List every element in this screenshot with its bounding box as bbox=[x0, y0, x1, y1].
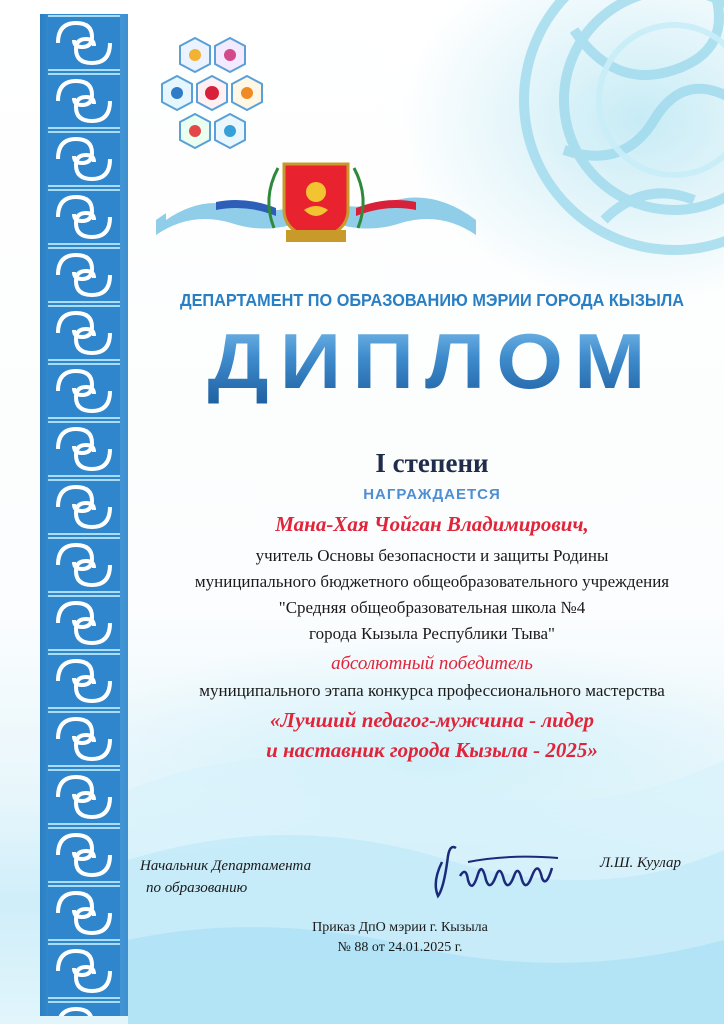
order-reference bbox=[260, 918, 540, 958]
institution-type: муниципального бюджетного общеобразовательного учреждения bbox=[194, 572, 670, 591]
city-emblem bbox=[156, 150, 476, 250]
signer-name: Л.Ш. Куулар bbox=[600, 855, 682, 871]
stage-text: муниципального этапа конкурса профессионального мастерства bbox=[199, 681, 665, 700]
diploma-title: ДИПЛОМ bbox=[111, 316, 724, 407]
winner-text: абсолютный победитель bbox=[331, 653, 533, 674]
signer-title bbox=[140, 855, 311, 899]
department-name: ДЕПАРТАМЕНТ ПО ОБРАЗОВАНИЮ МЭРИИ ГОРОДА КЫЗЫЛА bbox=[179, 290, 685, 310]
order-line1: Приказ ДпО мэрии г. Кызыла bbox=[312, 920, 488, 935]
diploma-degree: I степени bbox=[375, 448, 489, 478]
order-line2: № 88 от 24.01.2025 г. bbox=[337, 940, 463, 955]
signer-title-line1: Начальник Департамента bbox=[140, 858, 312, 874]
corner-ornament bbox=[454, 0, 724, 290]
school-location: города Кызыла Республики Тыва" bbox=[309, 624, 555, 643]
signer-title-line2: по образованию bbox=[146, 880, 248, 896]
recipient-name: Мана-Хая Чойган Владимирович, bbox=[275, 512, 589, 536]
ornament-border bbox=[40, 14, 128, 1016]
school-name: "Средняя общеобразовательная школа №4 bbox=[278, 598, 586, 617]
contest-name-line2: и наставник города Кызыла - 2025» bbox=[266, 738, 598, 762]
recipient-position: учитель Основы безопасности и защиты Родины bbox=[255, 546, 609, 565]
signature bbox=[420, 842, 580, 902]
education-logo bbox=[150, 36, 280, 154]
awarded-label: НАГРАЖДАЕТСЯ bbox=[363, 486, 501, 503]
contest-name-line1: «Лучший педагог-мужчина - лидер bbox=[269, 708, 595, 732]
ornament-border-icon bbox=[48, 14, 120, 1016]
